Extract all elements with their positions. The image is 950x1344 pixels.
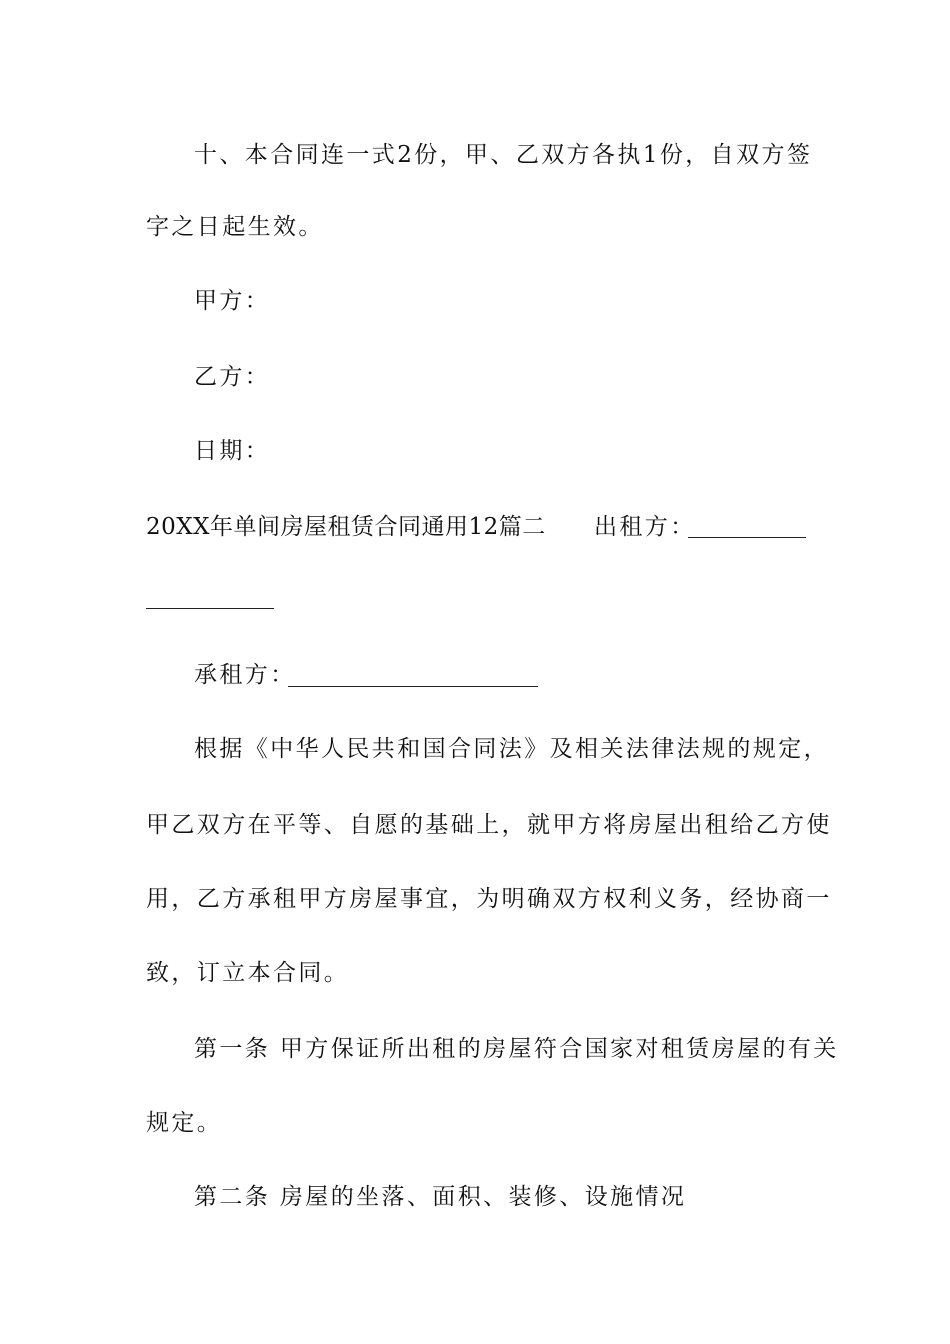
party-a-label: 甲方： <box>194 288 271 314</box>
article-1-line-2: 规定。 <box>146 1110 223 1136</box>
clause-10-line-1: 十、本合同连一式2份，甲、乙双方各执1份，自双方签 <box>194 142 813 168</box>
document-title: 20XX年单间房屋租赁合同通用12篇二 <box>146 514 546 540</box>
party-b-label: 乙方： <box>194 364 271 390</box>
article-2-heading: 第二条 房屋的坐落、面积、装修、设施情况 <box>194 1184 687 1210</box>
lessee-blank-line <box>288 666 538 687</box>
preamble-line-3: 用，乙方承租甲方房屋事宜，为明确双方权利义务，经协商一 <box>146 886 832 912</box>
lessor-blank-line-continued <box>146 588 274 609</box>
article-1-line-1: 第一条 甲方保证所出租的房屋符合国家对租赁房屋的有关 <box>194 1036 839 1062</box>
date-label: 日期： <box>194 438 271 464</box>
lessor-blank-line <box>688 517 806 538</box>
lessee-label: 承租方： <box>194 662 296 688</box>
preamble-line-4: 致，订立本合同。 <box>146 960 350 986</box>
preamble-line-2: 甲乙双方在平等、自愿的基础上，就甲方将房屋出租给乙方使 <box>146 812 832 838</box>
clause-10-line-2: 字之日起生效。 <box>146 214 324 240</box>
preamble-line-1: 根据《中华人民共和国合同法》及相关法律法规的规定， <box>194 736 829 762</box>
lessor-label: 出租方： <box>594 514 696 540</box>
